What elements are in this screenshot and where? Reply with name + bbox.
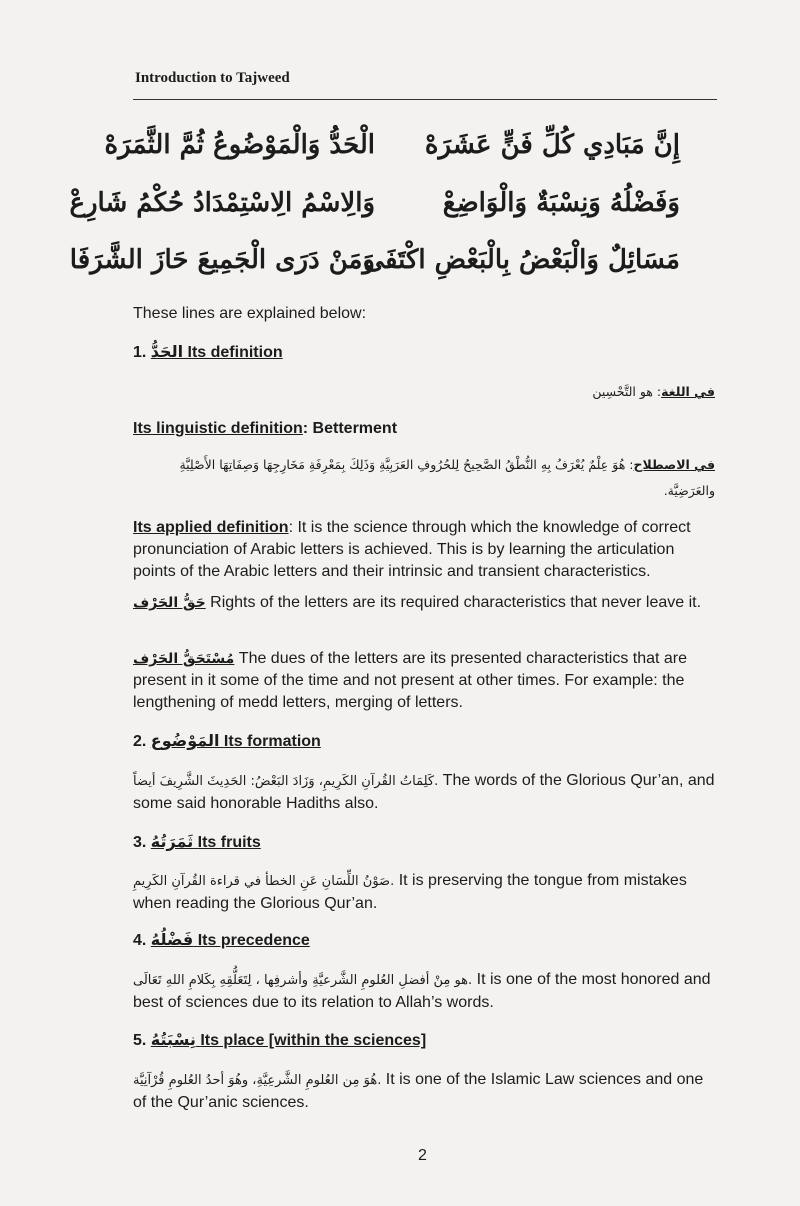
- section-number: 5.: [133, 1032, 147, 1049]
- section-3-heading: [133, 832, 261, 852]
- section-arabic-term: فَضْلُهُ: [150, 930, 194, 949]
- mustahaqq-paragraph: [133, 648, 718, 714]
- section-arabic-term: الحَدُّ: [150, 342, 184, 361]
- page-number: 2: [418, 1147, 427, 1164]
- section-arabic-term: نِسْبَتُهُ: [150, 1030, 196, 1049]
- haqq-term: حَقُّ الحَرْف: [133, 595, 206, 611]
- header-rule: [133, 99, 717, 100]
- section-2-english: The words of the Glorious Qur’an, and some said honorable Hadiths also.: [133, 772, 715, 812]
- section-arabic-term: المَوْضُوع: [150, 731, 220, 750]
- verse-1-right: إِنَّ مَبَادِي كُلِّ فَنٍّ عَشَرَهْ: [424, 130, 680, 160]
- section-3-english: It is preserving the tongue from mistakes when reading the Glorious Qur’an.: [133, 872, 687, 912]
- section-number: 2.: [133, 733, 147, 750]
- mustahaqq-text: The dues of the letters are its presented characteristics that are present in it some of the time and not present at other times. For example: the lengthening of medd letters, merging of letters.: [133, 650, 688, 711]
- section-5-body: [133, 1069, 718, 1114]
- section-3-arabic: صَوْنُ اللِّسَانِ عَنِ الخطأ في قراءة القُرآنِ الكَرِيمِ.: [133, 874, 395, 889]
- section-3-body: [133, 870, 718, 915]
- linguistic-definition: [133, 418, 718, 440]
- section-5-english: It is one of the Islamic Law sciences and one of the Qur’anic sciences.: [133, 1071, 704, 1111]
- istilah-text: : هُوَ عِلْمٌ يُعْرَفُ بِهِ النُّطْقُ الصَّحِيحُ لِلحُرُوفِ العَرَبِيَّةِ وَذَلِكَ بِمَعْرِفَةِ مَخَارِجِهَا وَصِفَاتِهَا الأَصْلِيَّةِ: [179, 457, 634, 472]
- section-number: 1.: [133, 344, 147, 361]
- section-number: 4.: [133, 932, 147, 949]
- applied-definition: [133, 517, 718, 583]
- verse-1-left: الْحَدُّ وَالْمَوْضُوعُ ثُمَّ الثَّمَرَهْ: [104, 130, 375, 160]
- haqq-paragraph: [133, 592, 718, 614]
- section-title: Its formation: [223, 733, 321, 750]
- intro-text: These lines are explained below:: [133, 305, 367, 322]
- linguistic-text: : Betterment: [302, 420, 398, 437]
- section-5-arabic: هُوَ مِن العُلومِ الشَّرعِيَّةِ، وهُوَ أحدُ العُلومِ قُرْآنِيَّة.: [133, 1073, 382, 1088]
- lugha-line: [130, 381, 715, 403]
- section-4-body: [133, 969, 718, 1014]
- istilah-line: [130, 454, 715, 476]
- section-4-english: It is one of the most honored and best of sciences due to its relation to Allah’s words.: [133, 971, 711, 1011]
- section-title: Its fruits: [197, 834, 261, 851]
- section-5-heading: [133, 1030, 426, 1050]
- istilah-line-2: والعَرَضِيَّة.: [663, 483, 715, 498]
- verse-3-right: مَسَائِلٌ وَالْبَعْضُ بِالْبَعْضِ اكْتَفَى: [363, 245, 680, 275]
- istilah-label: في الاصطلاح: [633, 457, 715, 472]
- section-2-heading: [133, 731, 321, 751]
- haqq-text: Rights of the letters are its required characteristics that never leave it.: [205, 594, 702, 611]
- verse-2-left: وَالِاسْمُ الِاسْتِمْدَادُ حُكْمُ شَارِعْ: [69, 188, 375, 218]
- section-4-arabic: هو مِنْ أفضلِ العُلومِ الشَّرعيَّةِ وأشرفِها ، لِتَعَلُّقِهِ بِكَلامِ اللهِ تَعَالَى.: [133, 973, 473, 988]
- running-head: Introduction to Tajweed: [135, 70, 290, 86]
- section-2-body: [133, 770, 718, 815]
- verse-2-right: وَفَضْلُهُ وَنِسْبَةٌ وَالْوَاضِعْ: [442, 188, 680, 218]
- lugha-text: : هو التَّحْسِين: [592, 384, 662, 399]
- lugha-label: في اللغة: [661, 384, 715, 399]
- section-title: Its place [within the sciences]: [200, 1032, 427, 1049]
- applied-text: : It is the science through which the knowledge of correct pronunciation of Arabic letters is achieved. This is by learning the articulation points of the Arabic letters and their intrinsic and transient characteristics.: [133, 519, 691, 580]
- mustahaqq-term: مُسْتَحَقُّ الحَرْف: [133, 651, 235, 667]
- verse-3-left: وَمَنْ دَرَى الْجَمِيعَ حَازَ الشَّرَفَا: [69, 245, 375, 275]
- section-2-arabic: كَلِمَاتُ القُرآنِ الكَرِيمِ، وَزَادَ البَعْضُ: الحَدِيثَ الشَّرِيفَ أيضاً.: [133, 774, 439, 789]
- section-arabic-term: ثَمَرَتُهُ: [150, 832, 194, 851]
- section-title: Its precedence: [197, 932, 310, 949]
- section-1-heading: [133, 342, 283, 362]
- section-title: Its definition: [187, 344, 283, 361]
- applied-label: Its applied definition: [133, 519, 289, 536]
- section-4-heading: [133, 930, 310, 950]
- linguistic-label: Its linguistic definition: [133, 420, 303, 437]
- section-number: 3.: [133, 834, 147, 851]
